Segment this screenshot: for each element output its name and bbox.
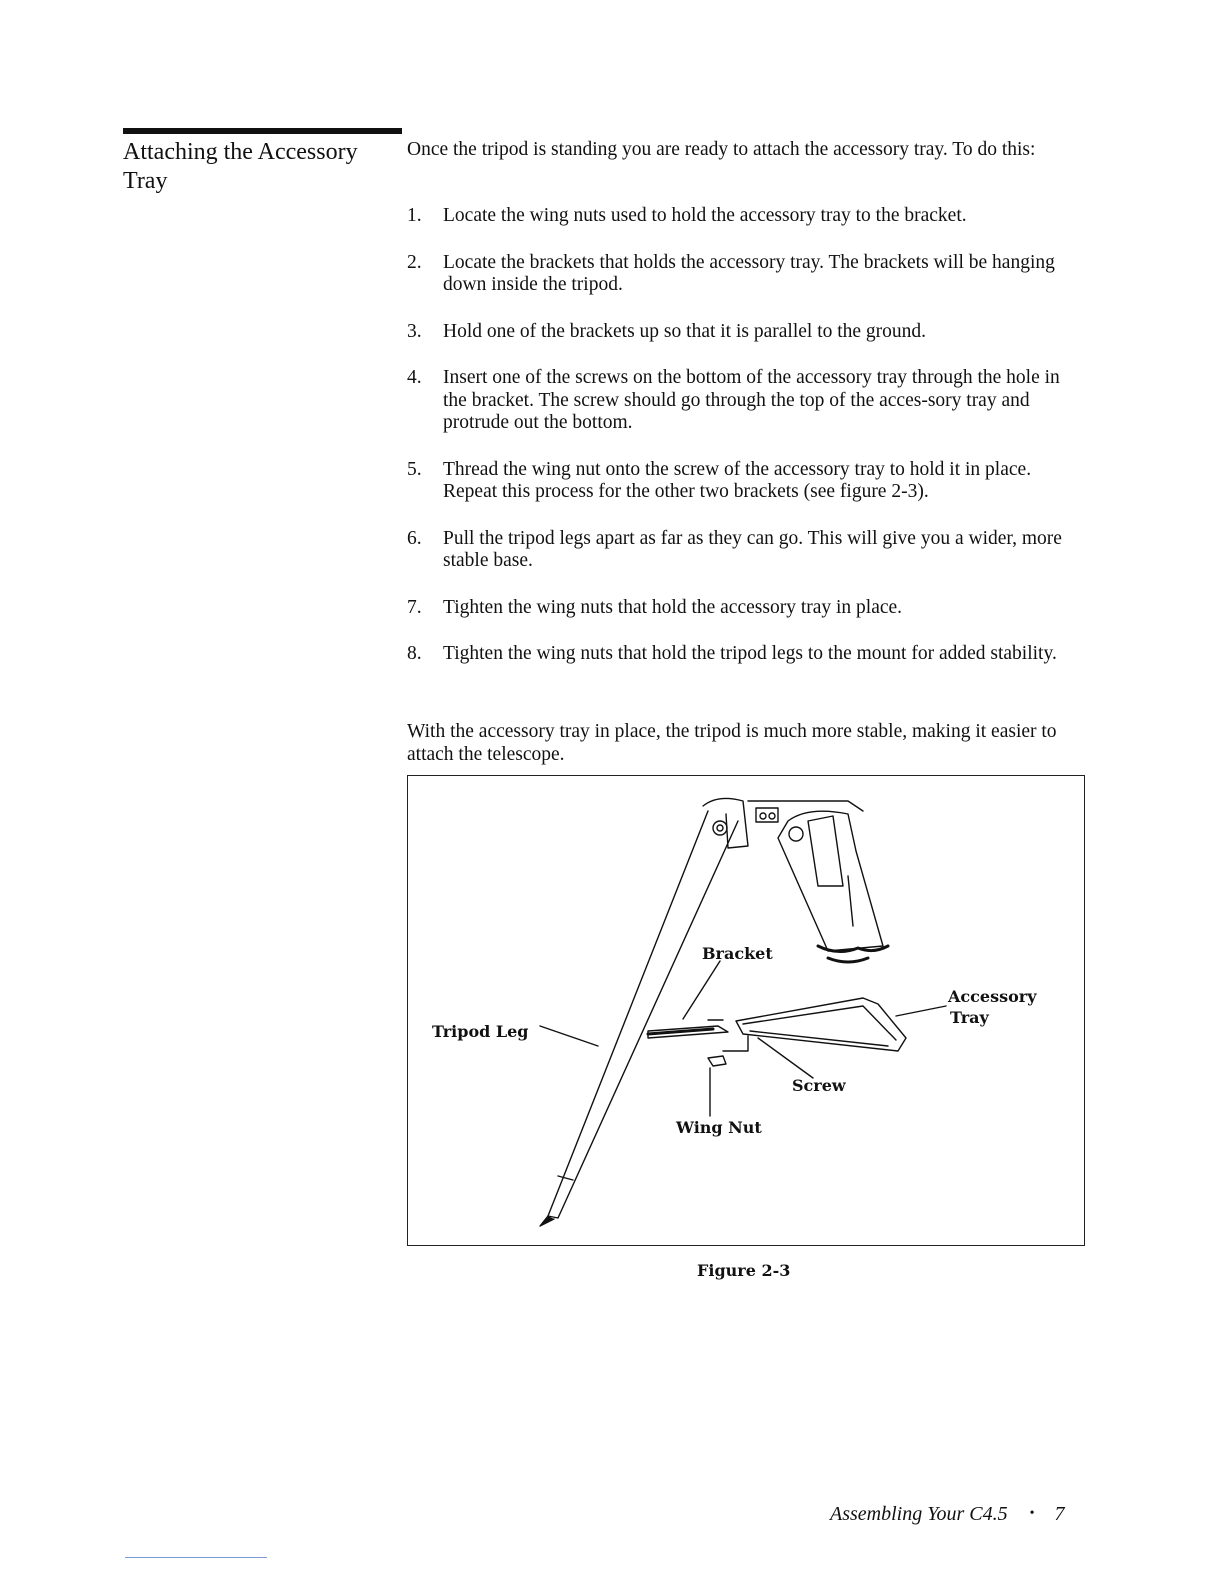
step-item (407, 321, 1087, 344)
step-text: Insert one of the screws on the bottom of the accessory tray through the hole in the bracket. The screw should go through the top of the acces-sory tray and protrude out the bottom. (443, 367, 1060, 433)
step-text: Locate the brackets that holds the accessory tray. The brackets will be hanging down inside the tripod. (443, 251, 1055, 295)
label-accessory: Accessory (948, 987, 1037, 1006)
page-footer (830, 1503, 1065, 1526)
tripod-leg-shape (548, 811, 738, 1218)
wing-nut-shape (708, 1056, 726, 1066)
step-item (407, 597, 1087, 620)
step-number: 5. (407, 458, 422, 480)
step-number: 6. (407, 527, 422, 549)
page-number: 7 (1054, 1503, 1065, 1525)
footer-bullet: • (1029, 1506, 1035, 1521)
step-text: Tighten the wing nuts that hold the tripod legs to the mount for added stability. (443, 643, 1057, 664)
steps-list (407, 205, 1087, 690)
step-text: Pull the tripod legs apart as far as they can go. This will give you a wider, more stable base. (443, 527, 1062, 571)
section-rule (123, 128, 402, 134)
footer-title: Assembling Your C4.5 (830, 1503, 1008, 1525)
label-tripod-leg: Tripod Leg (432, 1022, 529, 1041)
step-item (407, 205, 1087, 228)
figure-caption: Figure 2-3 (697, 1261, 791, 1280)
bracket-shape (778, 811, 883, 951)
step-text: Locate the wing nuts used to hold the accessory tray to the bracket. (443, 205, 967, 226)
label-tray: Tray (950, 1008, 989, 1027)
step-item (407, 459, 1087, 504)
step-number: 7. (407, 596, 422, 618)
bottom-divider (125, 1557, 267, 1558)
closing-paragraph: With the accessory tray in place, the tripod is much more stable, making it easier to attach the telescope. (407, 721, 1057, 765)
step-number: 2. (407, 251, 422, 273)
step-number: 1. (407, 205, 422, 226)
figure-illustration (407, 775, 1085, 1246)
section-heading: Attaching the Accessory Tray (123, 139, 358, 194)
label-wing-nut: Wing Nut (676, 1118, 762, 1137)
label-bracket: Bracket (702, 944, 773, 963)
step-item (407, 252, 1087, 297)
step-item (407, 643, 1087, 666)
step-text: Tighten the wing nuts that hold the accessory tray in place. (443, 596, 903, 618)
step-number: 8. (407, 643, 422, 664)
step-text: Hold one of the brackets up so that it is parallel to the ground. (443, 320, 927, 342)
step-number: 4. (407, 367, 422, 388)
step-number: 3. (407, 320, 422, 342)
screw-shape (723, 1036, 748, 1051)
label-screw: Screw (792, 1076, 846, 1095)
intro-paragraph: Once the tripod is standing you are ready to attach the accessory tray. To do this: (407, 139, 1036, 160)
step-item (407, 367, 1087, 435)
step-text: Thread the wing nut onto the screw of the accessory tray to hold it in place. Repeat this process for the other two brackets (see figure 2-3). (443, 458, 1032, 502)
step-item (407, 528, 1087, 573)
